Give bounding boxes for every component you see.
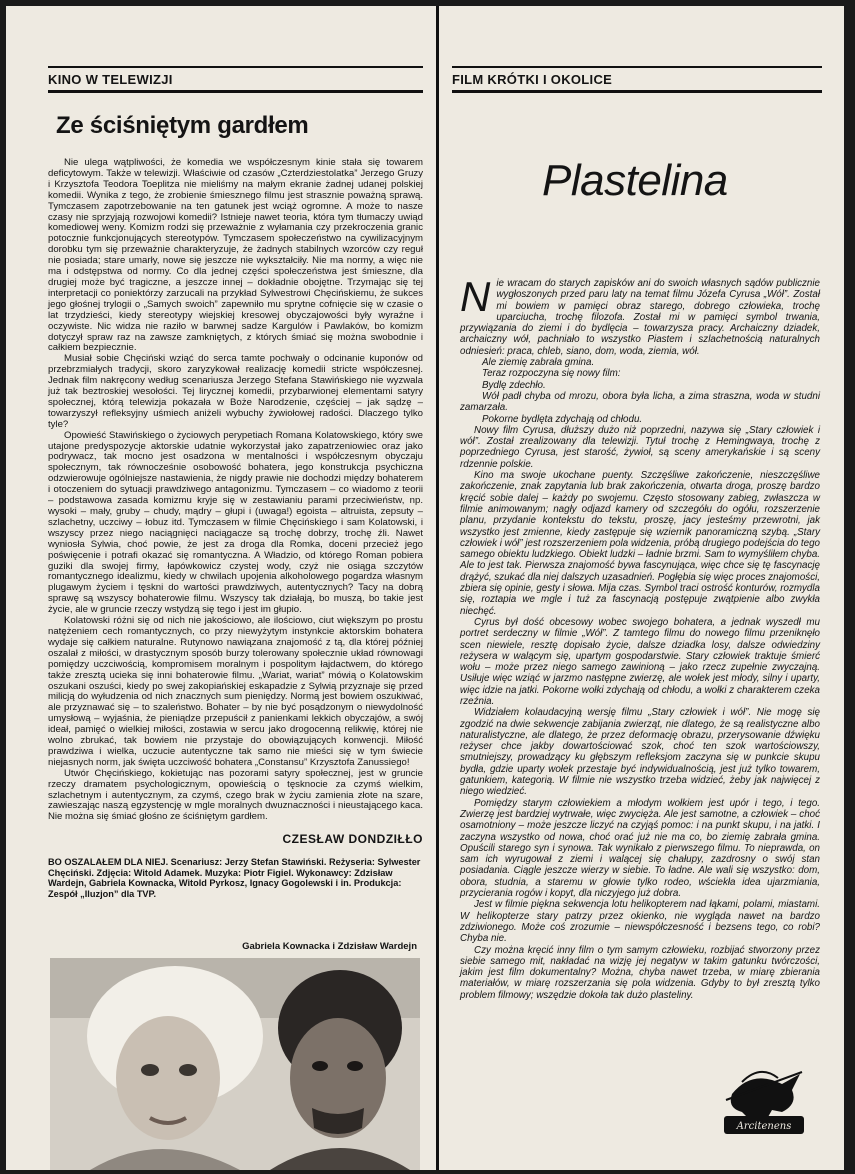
- paragraph: Nowy film Cyrusa, dłuższy dużo niż poprzedni, nazywa się „Stary człowiek i wół”. Został zrealizowany dla telewizji. Tytuł trochę z Hemingwaya, trochę z poprzedniego Cyrusa, jest starość, żywioł, są sceny amerykańskie i są sceny rdzennie polskie.: [460, 424, 820, 470]
- paragraph-text: ie wracam do starych zapisków ani do swoich własnych sądów publicznie wygłoszonych przed paru laty na temat filmu Józefa Cyrusa „Wół”. Został mi bowiem w pamięci obraz starego, dobrego człowieka, trochę uparciucha, trochę filozofa. Został mi w pamięci symbol trwania, przywiązania do ziemi i do bydlęcia – towarzysza pracy. Archaiczny dziadek, archaiczny wół, pachniało to wszystko Piastem i szlachetnością naturalnych odniesień: praca, chleb, siano, dom, woda, ziemia, wół.: [460, 278, 820, 357]
- section-header-film-krotki: FILM KRÓTKI I OKOLICE: [452, 66, 822, 93]
- film-still-photo: [50, 958, 420, 1170]
- paragraph: Pokorne bydlęta zdychają od chłodu.: [482, 413, 643, 425]
- paragraph: Czy można kręcić inny film o tym samym człowieku, rozbijać stworzony przez siebie samego mit, nakładać na wizję jej negatyw w takim gatunku twórczości, jakim jest film dokumentalny? Można, chyba nawet trzeba, w miarę zbierania materiałów, w miarę rozszerzania się pola widzenia. Gdyby to był zresztą tylko problem filmowy; wszędzie dokoła tak dużo plasteliny.: [460, 944, 820, 1001]
- magazine-page: [6, 6, 844, 1170]
- paragraph: Opowieść Stawińskiego o życiowych perypetiach Romana Kolatowskiego, który swe utajone predyspozycje aktorskie udatnie wykorzystał jako zapatrzeniowiec oraz jako podrywacz, tak mocno jest osadzona w mentalności i współczesnym obyczaju społecznym, tak równocześnie osobowość bohatera, jego konstrukcja psychiczna odzwierowuje ogólniejsze nastawienia, że nigdy prawie nie dochodzi między bohaterem i otoczeniem do sytuacji prawdziwego antagonizmu. Tymczasem – co wiadomo z teorii – podstawowa zasada komizmu kryje się w zestawianiu parami przeciwieństw, np. wysoki – mały, gruby – chudy, mądry – głupi i (uwaga!) egoista – altruista, zepsuty – szlachetny, uczciwy – łobuz itd. Tymczasem w filmie Chęcińskiego i sam Kolatowski, i wszyscy przez niego naciągnięci naciągacze są trochę dobrzy, trochę źli. Nawet wyniosła Sylwia, choć powie, że jest za droga dla Romka, doceni przecież jego poświęcenie i potrafi okazać się romantyczna. A Władzio, od którego Roman pobiera guziki dla swojej firmy, łapówkowicz czystej wody, czyż nie osiąga szczytów romantycznego idealizmu, kiedy w chwilach upojenia alkoholowego pogardza własnym plugawym życiem i tęskni do wartości prawdziwych, autentycznych? Tacy na dobrą sprawę są wszyscy bohaterowie filmu. Wszyscy tak działają, bo muszą, bo takie jest życie, ale w gruncie rzeczy wstydzą się tego i jest im głupio.: [48, 429, 423, 616]
- column-divider: [436, 6, 439, 1170]
- film-credits: BO OSZALAŁEM DLA NIEJ. Scenariusz: Jerzy Stefan Stawiński. Reżyseria: Sylwester Chęciński. Zdjęcia: Witold Adamek. Muzyka: Piotr Figiel. Wykonawcy: Zdzisław Wardejn, Gabriela Kownacka, Witold Pyrkosz, Ignacy Gogolewski i in. Produkcja: Zespół „Iluzjon” dla TVP.: [48, 857, 421, 899]
- drop-cap: N: [460, 273, 491, 320]
- photo-illustration: [50, 958, 420, 1170]
- paragraph: [460, 273, 820, 357]
- paragraph: Kino ma swoje ukochane puenty. Szczęśliwe zakończenie, nieszczęśliwe zakończenie, znak zapytania lub brak zakończenia, otwarta droga, proszę bardzo kręcić sobie dalej – każdy po swojemu. Często stosowany zabieg, zwłaszcza w filmie animowanym; nagły odjazd kamery od szczegółu do ogółu, rozszerzenie planu, przydanie kontekstu do tekstu, proszę, jacy jesteśmy przewrotni, jak wszystko jest zmienne, kiedy zastępuje się wziernik panoramiczną szybą. „Stary człowiek i wół” jest rozszerzeniem pola widzenia, próbą drugiego podejścia do tego samego obiektu ludzkiego. Obiekt ludzki – ładnie brzmi. Sam to wymyśliłem chyba. Ale to jest tak. Pierwsza znajomość bywa fascynująca, więc chce się tę fascynację drążyć, szukać dla niej dalszych uzasadnień. Pogłębia się więc proces znajomości, zbiera się opinie, gesty i słowa. Mija czas. Symbol traci ostrość konturów, rozmydla się, roztapia we mgle i tuż za fascynacją postępuje zwątpienie albo zwykła niechęć.: [460, 470, 820, 617]
- article-body-plastelina: [460, 273, 820, 1001]
- article-title-plastelina: Plastelina: [542, 156, 728, 205]
- author-signature: CZESŁAW DONDZIŁŁO: [282, 832, 423, 846]
- arcitenens-logo: [712, 1064, 812, 1144]
- article-title: Ze ściśniętym gardłem: [56, 112, 309, 139]
- article-body: [48, 158, 423, 823]
- paragraph: Utwór Chęcińskiego, kokietując nas pozorami satyry społecznej, jest w gruncie rzeczy dramatem psychologicznym, opowieścią o tęsknocie za czymś wielkim, szlachetnym i autentycznym, za czymś, czego brak w życiu zamienia złote na szare, zawieszając naszą egzystencję w mgle moralnych dwuznaczności i nieustającego kaca. Nie można się śmiać głośno ze ściśniętym gardłem.: [48, 767, 423, 823]
- paragraph: Bydlę zdechło.: [482, 379, 546, 391]
- paragraph: Jest w filmie piękna sekwencja lotu helikopterem nad łąkami, polami, miastami. W helikopterze stary patrzy przez okienko, nie wygląda nawet na bardzo zdziwionego. Może coś zrozumie – niewspółczesność i bezsens tego, co robi? Chyba nie.: [460, 899, 820, 945]
- paragraph: Cyrus był dość obcesowy wobec swojego bohatera, a jednak wyszedł mu portret serdeczny w filmie „Wół”. Z tamtego filmu do nowego filmu przeniknęło scen niewiele, resztę dopisało życie, dalsze dziadka losy, dalsze odwiedziny reżysera w walącym się, upartym gospodarstwie. Stary człowiek traktuje śmierć wołu – może przez niego samego zawinioną – jako rzecz zupełnie zwyczajną. Usiłuje więc wziąć w jarzmo następne zwierzę, ale wołek jest młody, silny i uparty, więc idzie na jatki. Pokorne wołki zdychają od chłodu, a wołki z charakterem czeka rzeźnia.: [460, 616, 820, 707]
- paragraph: Musiał sobie Chęciński wziąć do serca tamte pochwały o odcinanie kuponów od przebrzmiałych tradycji, skoro zaryzykował realizację komedii stricte współczesnej. Jednak film nakręcony według scenariusza Jerzego Stefana Stawińskiego nie wyzwala już tak beztroskiej wesołości. Tej lirycznej komedii, przybarwionej elementami satyry społecznej, którą telewizja pokazała w Boże Narodzenie, częściej – jak sądzę – towarzyszył refleksyjny uśmiech aniżeli wybuchy żywiołowej radości. Dlaczego tylko tyle?: [48, 353, 423, 430]
- paragraph: Teraz rozpoczyna się nowy film:: [482, 368, 621, 380]
- logo-text: Arcitenens: [736, 1121, 792, 1132]
- archer-centaur-icon: [712, 1064, 812, 1144]
- photo-caption: Gabriela Kownacka i Zdzisław Wardejn: [242, 941, 417, 952]
- section-header-kino: KINO W TELEWIZJI: [48, 66, 423, 93]
- paragraph: Ale ziemię zabrała gmina.: [482, 357, 595, 369]
- paragraph: Pomiędzy starym człowiekiem a młodym wołkiem jest upór i tego, i tego. Zwierzę jest bardziej wytrwałe, więc zwycięża. Ale jest samotne, a człowiek – choć osamotniony – może jeszcze liczyć na czyjąś pomoc: i na punkt skupu, i na jatki. I zaczyna wszystko od nowa, choć orać już nie ma co, bo ziemię zabrała gmina. Opuścili starego syn i synowa. Tak wynikało z pierwszego filmu. To nieprawda, on sam ich wyrugował z ziemi i walącej się chałupy, zazdrosny o swój stan posiadania. Ciągle jeszcze wierzy w siebie. To ładne. Ale wali się wszystko: dom, obora, studnia, a staremu w głowie tylko rodeo, wściekła idea ujarzmiania, przycierania rogów i kopyt, dla niczyjego już dobra.: [460, 797, 820, 900]
- paragraph: Widziałem kolaudacyjną wersję filmu „Stary człowiek i wół”. Nie mogę się zgodzić na dwie sekwencje zabijania zwierząt, nie dlatego, że są realistyczne albo naturalistyczne, ale dlatego, że przez deformację obrazu, przerysowanie dźwięku reżyser chce jakby dowartościować szok, choć ten szok wartościowszy, smutniejszy, prowadzący ku głębszym refleksjom zaczyna się w punkcie skupu bydła, gdzie uparty wołek przestaje być indywidualnością, jest już tylko towarem, gatunkiem, kategorią. W filmie nie wszystko trzeba widzieć, żeby jak najwięcej z niego wiedzieć.: [460, 707, 820, 798]
- paragraph: Nie ulega wątpliwości, że komedia we współczesnym kinie stała się towarem deficytowym. Także w telewizji. Właściwie od czasów „Czterdziestolatka” Jerzego Gruzy i Krzysztofa Teodora Toeplitza nie mieliśmy na małym ekranie żadnej udanej polskiej komedii. Wynika z tego, że zrobienie śmiesznego filmu jest strasznie poważną sprawą. Tymczasem zapotrzebowanie na ten gatunek jest wciąż ogromne. A może to nasze czasy nie sprzyjają rozwojowi komedii? Istnieje nawet teoria, która tym tłumaczy uwiąd komediowej weny. Komizm rodzi się przeważnie z wyłamania czy przekroczenia granic potocznie funkcjonujących stereotypów. Tymczasem społeczeństwo na cywilizacyjnym dorobku tym się przeważnie charakteryzuje, że żadnych stabilnych wzorców czy reguł nie posiada; stare umarły, nowe się jeszcze nie wykształciły. Nie ma normy, a więc nie ma i odstępstwa od normy. Co dla jednej części społeczeństwa jest śmieszne, dla drugiej może być tragiczne, a jeszcze innej – dokładnie obojętne. Trzymając się tej interpretacji co poniektórzy zarzucali na przykład Sylwestrowi Chęcińskiemu, że sukces jego głośnej trylogii o „Samych swoich” zapewniło mu sprytne cofnięcie się w czasie o lat trzydzieści, kiedy stereotypy wiejskiej kresowej obyczajowości były wyraźne i oczywiste. Nic widza nie raziło w barwnej sadze Kargulów i Pawlaków, bo komizm dotyczył spraw raz na zawsze zamkniętych, z których śmiać się można swobodnie i całkiem bezpiecznie.: [48, 157, 423, 354]
- paragraph: Kolatowski różni się od nich nie jakościowo, ale ilościowo, ciut większym po prostu natężeniem cech romantycznych, co przy niewyżytym instynkcie aktorskim bohatera wydaje się całkiem naturalne. Rutynowo nawiązana znajomość z tą, dla której później oszalał z miłości, w drastycznym sposób burzy tolerowany społecznie układ równowagi pomiędzy uczciwością, kompromisem moralnym i pospolitym łajdactwem, do którego także zresztą ucieka się inni bohaterowie filmu. „Wariat, wariat” mówią o Kolatowskim oszukani oszuści, kiedy po swej zakopiańskiej eskapadzie z Sylwią przyznaje się przed milicją do wyłudzenia od nich znacznych sum pieniędzy. Normą jest bowiem oszukiwać, ale przyznawać się – to szaleństwo. Bohater – by nie być posądzonym o niewydolność umysłową – wyjaśnia, że pieniądze przepuścił z panienkami lekkich obyczajów, a swój ideał, pamięć o wielkiej miłości, zostawia w sercu jako drogocenną relikwię, której nie wolno zbrukać, tak bowiem nie przystaje do obowiązujących konwencji. Miłość prawdziwa i wielka, uczucie autentyczne tak samo nie mieści się w tym świecie niejasnych norm, jak święta uczciwość bohatera „Constansu” Krzysztofa Zanussiego!: [48, 615, 423, 768]
- paragraph: Wół padł chyba od mrozu, obora była licha, a zima straszna, woda w studni zamarzała.: [460, 390, 820, 414]
